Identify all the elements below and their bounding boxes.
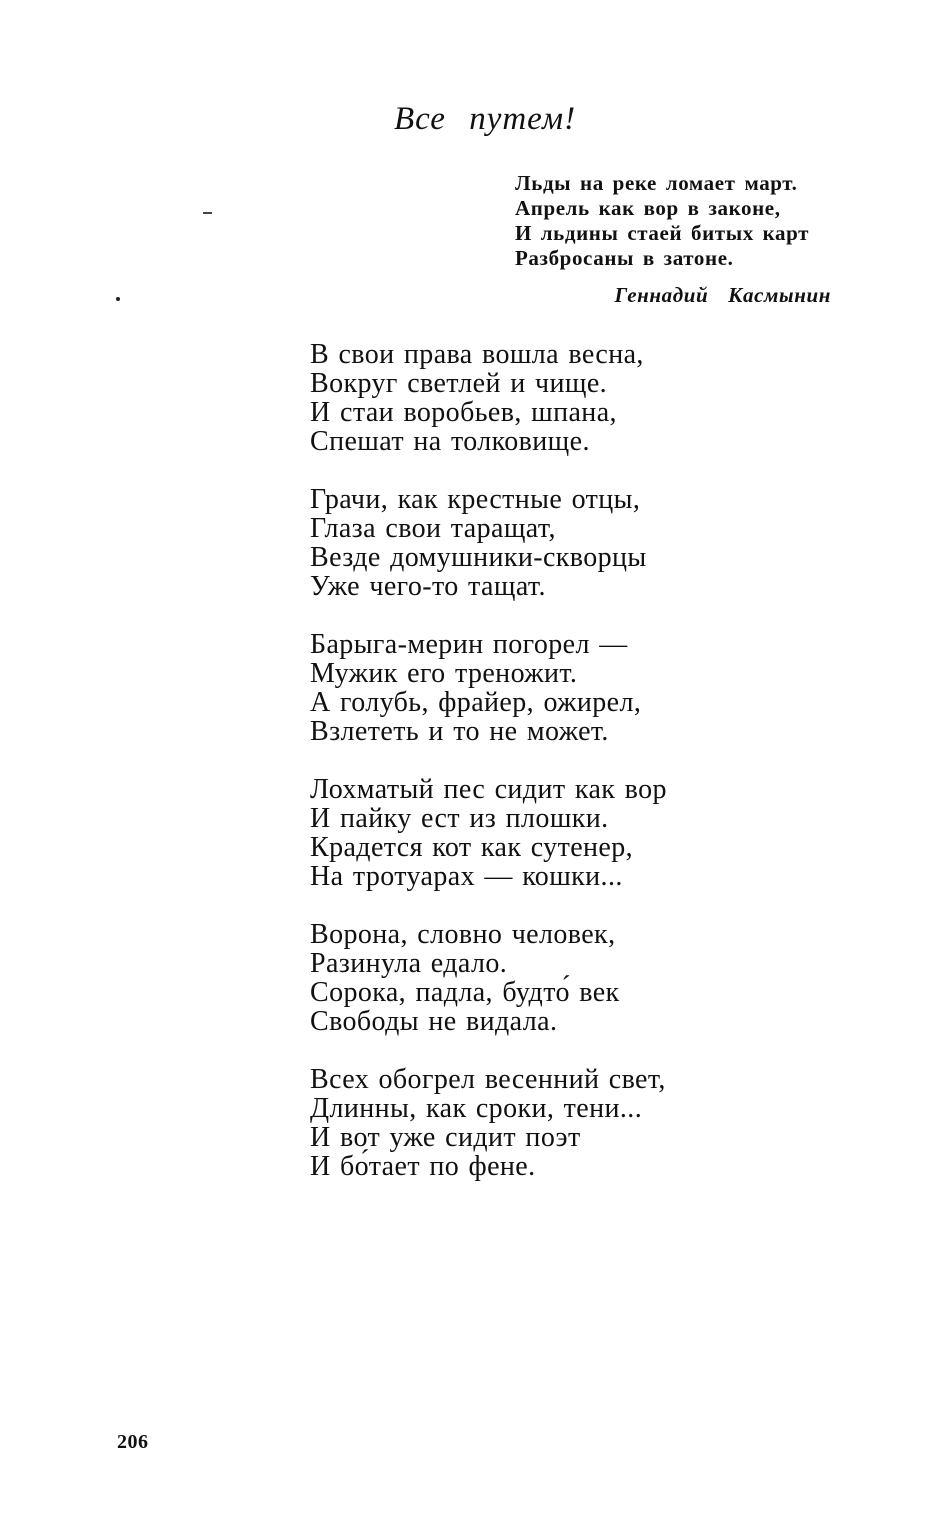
stanza bbox=[310, 775, 667, 891]
print-mark-dot bbox=[116, 297, 120, 301]
stanza bbox=[310, 630, 667, 746]
poem-line: И вот уже сидит поэт bbox=[310, 1122, 581, 1153]
poem-line: Крадется кот как сутенер, bbox=[310, 832, 634, 863]
poem-line: А голубь, фрайер, ожирел, bbox=[310, 687, 642, 718]
epigraph-line: Разбросаны в затоне. bbox=[515, 246, 734, 270]
poem-line: Лохматый пес сидит как вор bbox=[310, 774, 667, 805]
poem-line: Уже чего-то тащат. bbox=[310, 571, 546, 602]
poem-line: Вокруг светлей и чище. bbox=[310, 368, 608, 399]
poem-line: Взлететь и то не может. bbox=[310, 716, 609, 747]
stanza bbox=[310, 920, 667, 1036]
poem-line: Барыга-мерин погорел — bbox=[310, 629, 628, 660]
epigraph-line: И льдины стаей битых карт bbox=[515, 221, 810, 245]
poem-line: Грачи, как крестные отцы, bbox=[310, 484, 641, 515]
poem-line: И пайку ест из плошки. bbox=[310, 803, 609, 834]
poem-line: Спешат на толковище. bbox=[310, 426, 590, 457]
stanza bbox=[310, 340, 667, 456]
poem-line: Свободы не видала. bbox=[310, 1006, 558, 1037]
poem-line: Мужик его треножит. bbox=[310, 658, 578, 689]
poem-line: На тротуарах — кошки... bbox=[310, 861, 623, 892]
epigraph-line: Апрель как вор в законе, bbox=[515, 196, 781, 220]
poem-body bbox=[310, 340, 667, 1210]
poem-line: Разинула едало. bbox=[310, 948, 508, 979]
poem-line: Всех обогрел весенний свет, bbox=[310, 1064, 666, 1095]
epigraph-author: Геннадий Касмынин bbox=[614, 283, 831, 307]
poem-title: Все путем! bbox=[393, 101, 577, 137]
stanza bbox=[310, 485, 667, 601]
poem-line: И стаи воробьев, шпана, bbox=[310, 397, 617, 428]
page-number: 206 bbox=[117, 1431, 149, 1453]
poem-line: Ворона, словно человек, bbox=[310, 919, 616, 950]
epigraph-line: Льды на реке ломает март. bbox=[515, 171, 798, 195]
print-mark-dash bbox=[203, 212, 212, 214]
poem-line: Везде домушники-скворцы bbox=[310, 542, 647, 573]
poem-line: Сорока, падла, будто́ век bbox=[310, 977, 620, 1008]
poem-line: В свои права вошла весна, bbox=[310, 339, 644, 370]
poem-line: И бо́тает по фене. bbox=[310, 1151, 536, 1182]
poem-line: Глаза свои таращат, bbox=[310, 513, 556, 544]
stanza bbox=[310, 1065, 667, 1181]
epigraph bbox=[515, 171, 809, 271]
poem-line: Длинны, как сроки, тени... bbox=[310, 1093, 643, 1124]
